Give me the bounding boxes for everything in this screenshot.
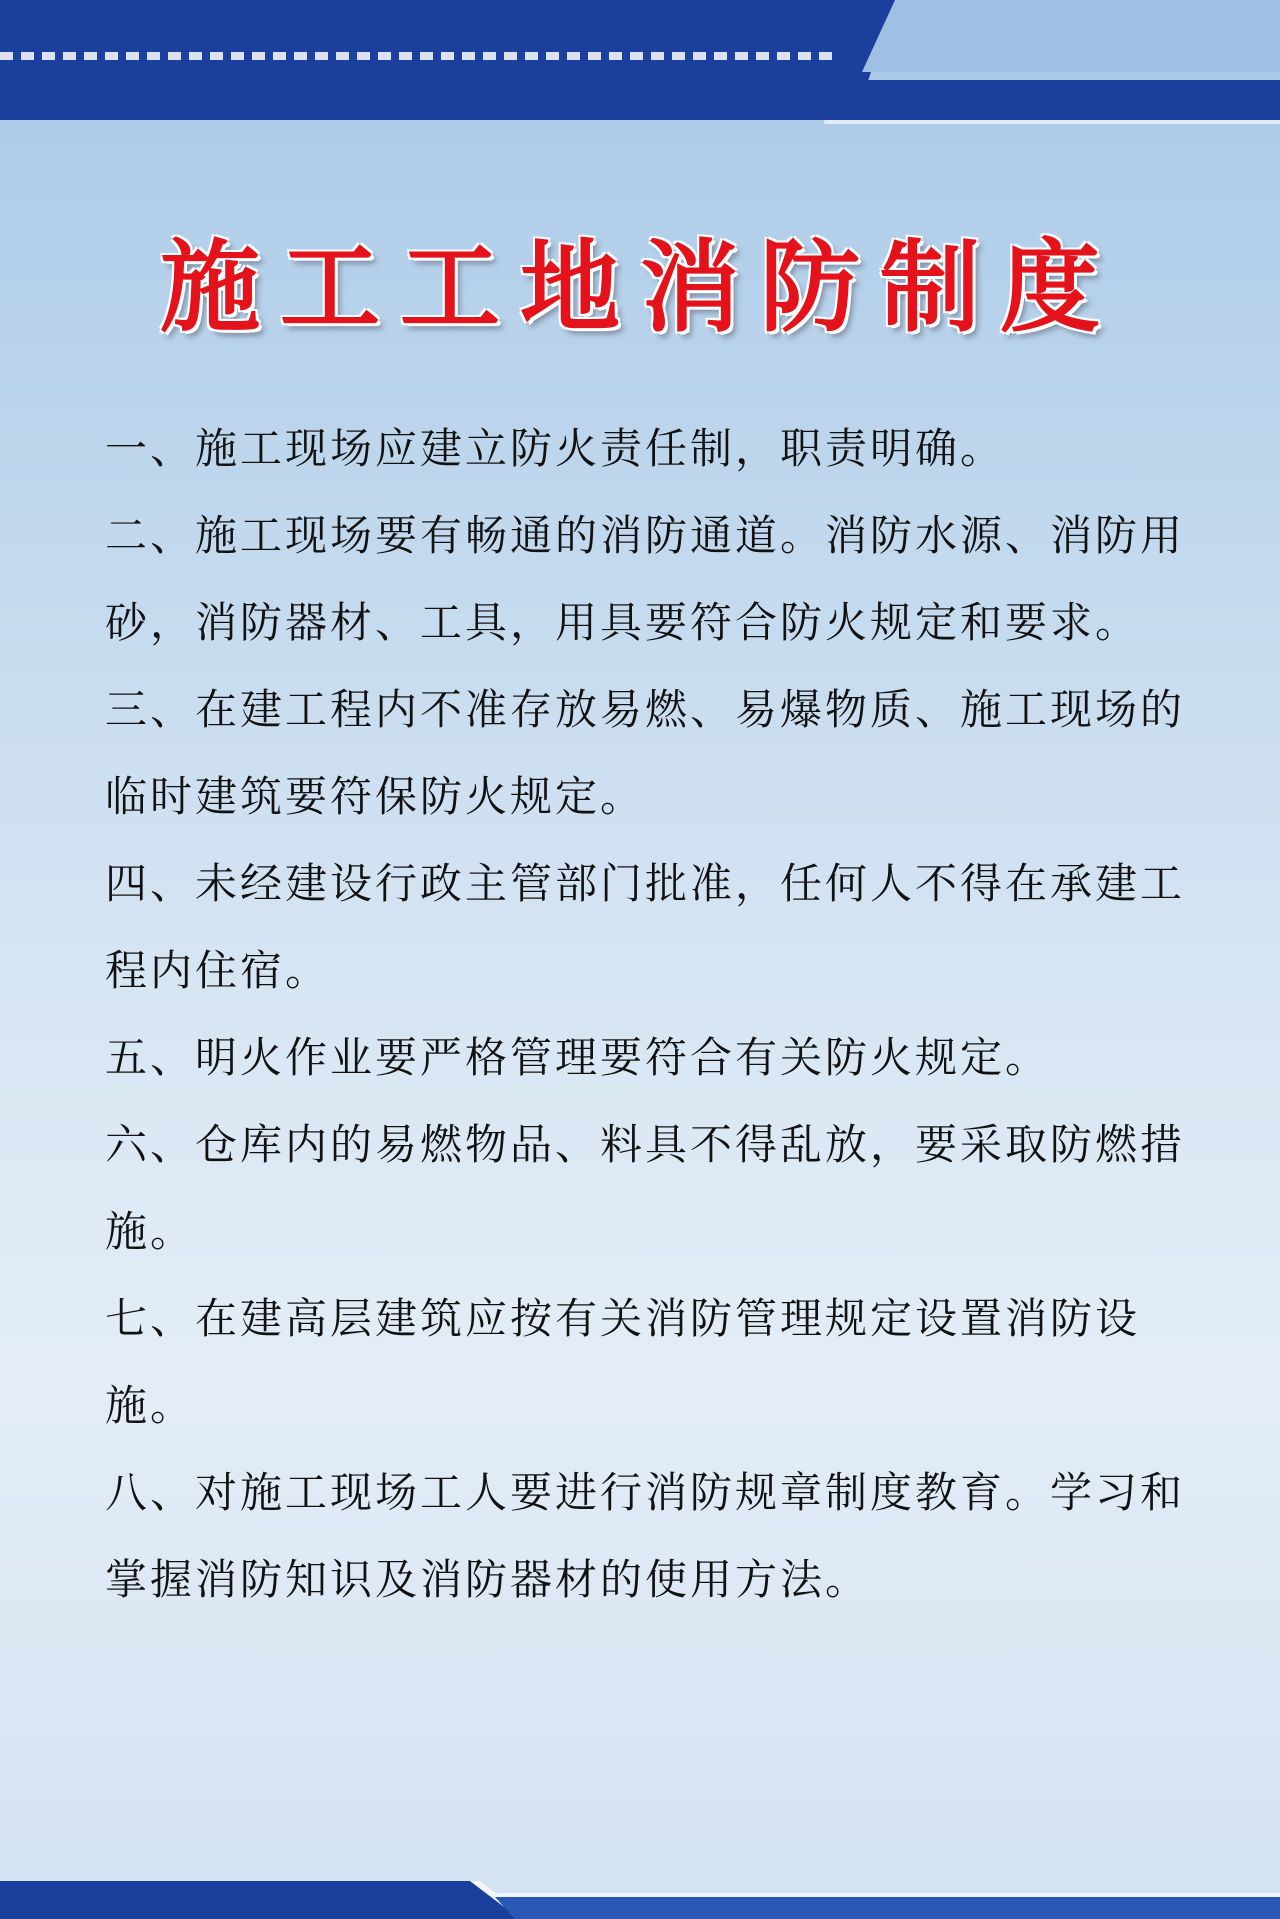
rule-item-8: 八、对施工现场工人要进行消防规章制度教育。学习和掌握消防知识及消防器材的使用方法。 — [105, 1468, 1186, 1604]
rule-item-3: 三、在建工程内不准存放易燃、易爆物质、施工现场的临时建筑要符保防火规定。 — [105, 685, 1186, 821]
rule-item-1: 一、施工现场应建立防火责任制，职责明确。 — [105, 424, 1006, 473]
page-title: 施工工地消防制度 — [160, 228, 1120, 346]
bottom-decoration — [0, 1857, 1280, 1919]
rules-list — [105, 405, 1185, 1623]
rule-item-7: 七、在建高层建筑应按有关消防管理规定设置消防设施。 — [105, 1294, 1141, 1430]
rule-item-6: 六、仓库内的易燃物品、料具不得乱放，要采取防燃措施。 — [105, 1120, 1186, 1256]
rule-item-5: 五、明火作业要严格管理要符合有关防火规定。 — [105, 1033, 1051, 1082]
rule-item-4: 四、未经建设行政主管部门批准，任何人不得在承建工程内住宿。 — [105, 859, 1186, 995]
top-dotted-line — [0, 52, 880, 64]
rule-item-2: 二、施工现场要有畅通的消防通道。消防水源、消防用砂，消防器材、工具，用具要符合防火规定和要求。 — [105, 511, 1186, 647]
top-decoration — [0, 0, 1280, 128]
